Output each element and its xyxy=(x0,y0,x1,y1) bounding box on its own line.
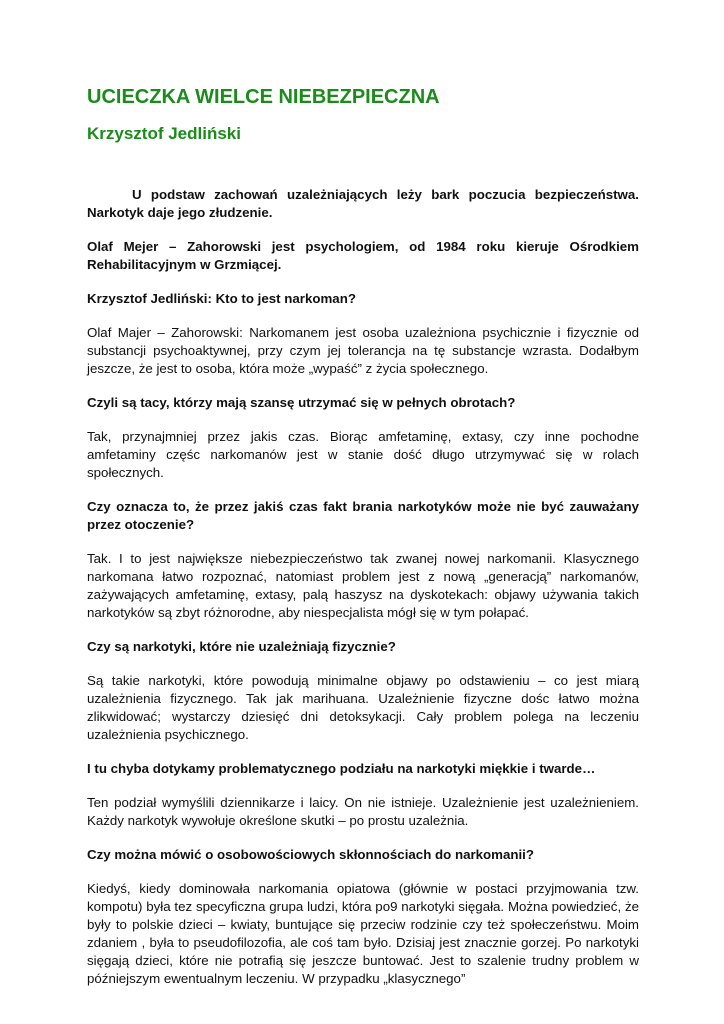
answer-paragraph: Tak. I to jest największe niebezpieczeństwo tak zwanej nowej narkomanii. Klasycznego narkomana łatwo rozpoznać, natomiast problem jest z nową „generacją” narkomanów, zażywających amfetaminę, extasy, palą haszysz na dyskotekach: objawy używania takich narkotyków są zbyt różnorodne, aby niespecjalista mógł się w tym połapać. xyxy=(87,551,639,620)
question-paragraph: Olaf Mejer – Zahorowski jest psychologiem, od 1984 roku kieruje Ośrodkiem Rehabilitacyjnym w Grzmiącej. xyxy=(87,239,639,272)
question-paragraph: I tu chyba dotykamy problematycznego podziału na narkotyki miękkie i twarde… xyxy=(87,761,596,776)
question-paragraph: Czy oznacza to, że przez jakiś czas fakt brania narkotyków może nie być zauważany przez otoczenie? xyxy=(87,499,639,532)
question-paragraph: Czy są narkotyki, które nie uzależniają fizycznie? xyxy=(87,639,396,654)
document-author: Krzysztof Jedliński xyxy=(87,124,241,143)
answer-paragraph: Ten podział wymyślili dziennikarze i laicy. On nie istnieje. Uzależnienie jest uzależnieniem. Każdy narkotyk wywołuje określone skutki – po prostu uzależnia. xyxy=(87,795,639,828)
question-paragraph: U podstaw zachowań uzależniających leży bark poczucia bezpieczeństwa. Narkotyk daje jego złudzenie. xyxy=(87,187,639,220)
answer-paragraph: Są takie narkotyki, które powodują minimalne objawy po odstawieniu – co jest miarą uzależnienia fizycznego. Tak jak marihuana. Uzależnienie fizyczne dośc łatwo można zlikwidować; wystarczy dziesięć dni detoksykacji. Cały problem polega na leczeniu uzależnienia psychicznego. xyxy=(87,673,639,742)
answer-paragraph: Kiedyś, kiedy dominowała narkomania opiatowa (głównie w postaci przyjmowania tzw. kompotu) była tez specyficzna grupa ludzi, która po9 narkotyki sięgała. Można powiedzieć, że były to polskie dzieci – kwiaty, buntujące się przeciw rodzinie czy też społeczeństwu. Moim zdaniem , była to pseudofilozofia, ale coś tam było. Dzisiaj jest znacznie gorzej. Po narkotyki sięgają dzieci, które nie potrafią się jeszcze buntować. Jest to szalenie trudny problem w późniejszym ewentualnym leczeniu. W przypadku „klasycznego” xyxy=(87,881,639,986)
answer-paragraph: Olaf Majer – Zahorowski: Narkomanem jest osoba uzależniona psychicznie i fizycznie od substancji psychoaktywnej, przy czym jej tolerancja na tę substancje wzrasta. Dodałbym jeszcze, że jest to osoba, która może „wypaść” z życia społecznego. xyxy=(87,325,639,376)
question-paragraph: Czyli są tacy, którzy mają szansę utrzymać się w pełnych obrotach? xyxy=(87,395,516,410)
document-body xyxy=(87,186,639,1004)
question-paragraph: Czy można mówić o osobowościowych skłonnościach do narkomanii? xyxy=(87,847,535,862)
answer-paragraph: Tak, przynajmniej przez jakis czas. Biorąc amfetaminę, extasy, czy inne pochodne amfetaminy częśc narkomanów jest w stanie dość długo utrzymywać się w rolach społecznych. xyxy=(87,429,639,480)
document-title: UCIECZKA WIELCE NIEBEZPIECZNA xyxy=(87,86,440,108)
question-paragraph: Krzysztof Jedliński: Kto to jest narkoman? xyxy=(87,291,356,306)
